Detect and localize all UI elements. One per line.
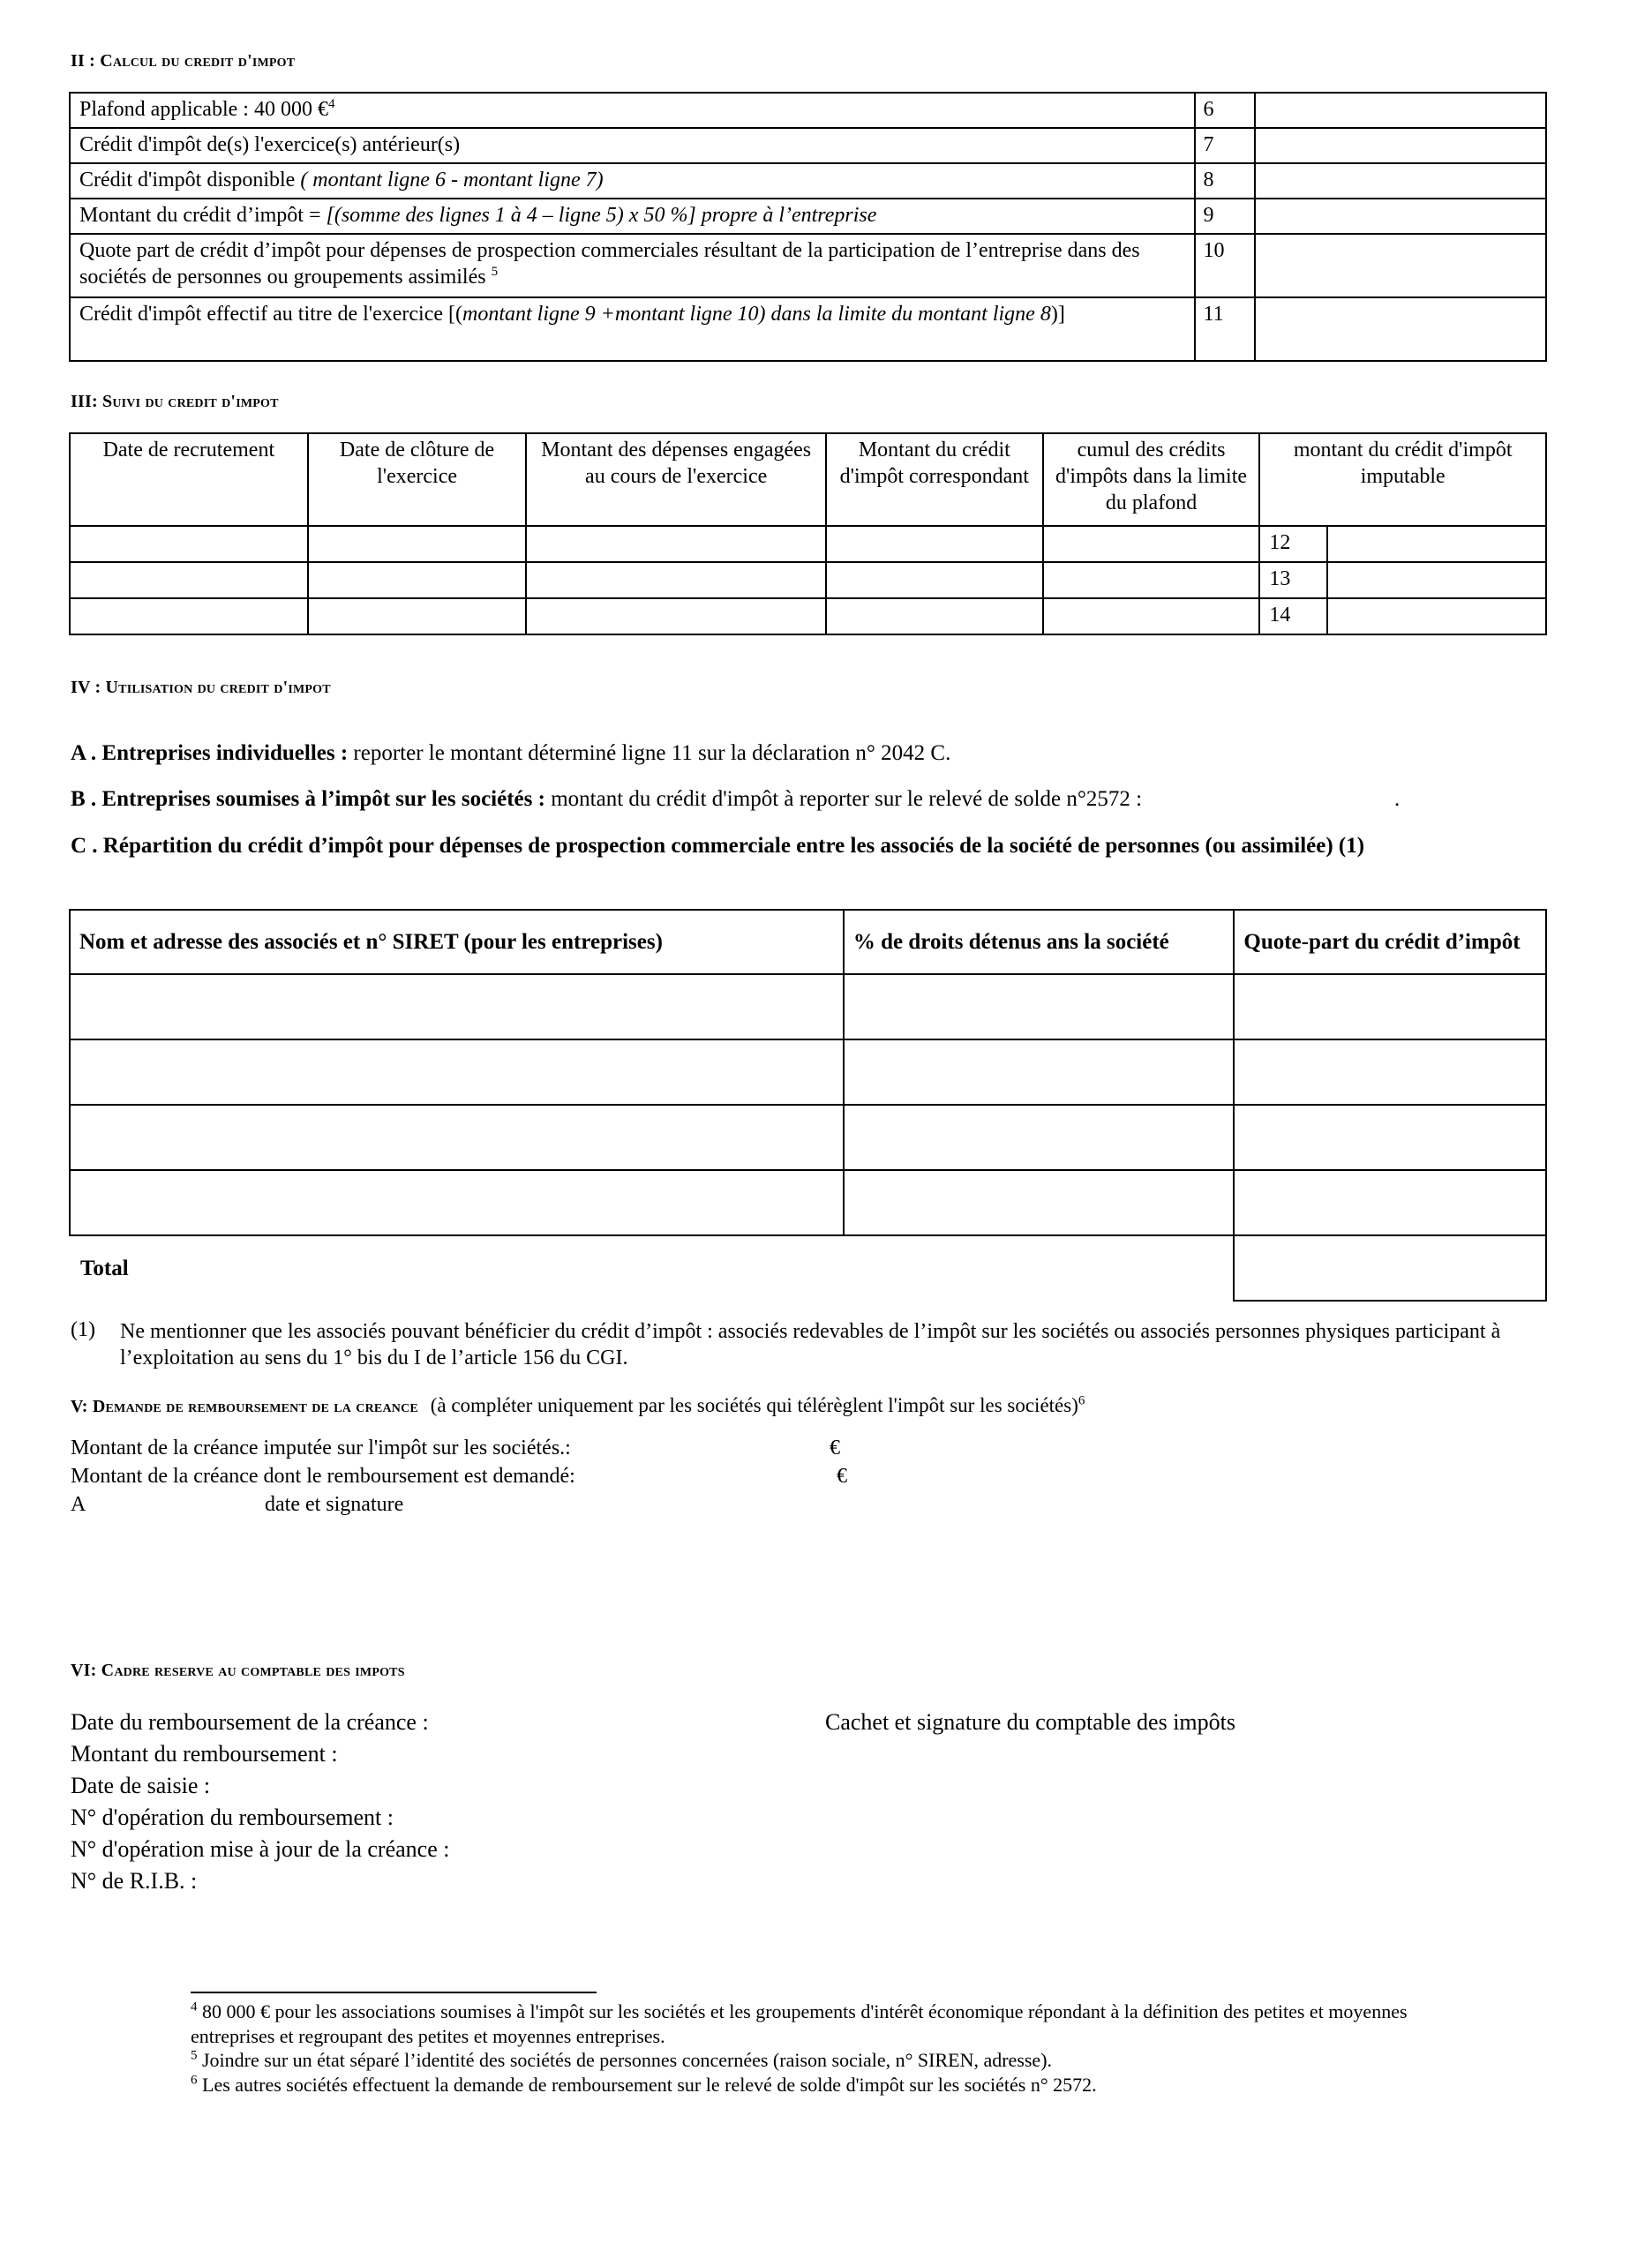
table-cell[interactable] bbox=[1234, 1039, 1546, 1105]
accountant-stamp-label: Cachet et signature du comptable des impôts bbox=[825, 1709, 1235, 1735]
amount-cell[interactable] bbox=[1255, 199, 1546, 234]
table-cell[interactable] bbox=[1043, 562, 1260, 598]
table-row bbox=[70, 974, 1546, 1039]
footnotes bbox=[191, 2000, 1453, 2097]
amount-cell[interactable] bbox=[1255, 163, 1546, 199]
table-cell[interactable] bbox=[1327, 598, 1546, 634]
line-number: 14 bbox=[1259, 598, 1327, 634]
column-header: Date de recrutement bbox=[70, 433, 308, 526]
table-cell[interactable] bbox=[70, 598, 308, 634]
line-number: 8 bbox=[1195, 163, 1255, 199]
table-cell[interactable] bbox=[70, 1105, 844, 1170]
table-row bbox=[70, 163, 1546, 199]
column-header: Montant du crédit d'impôt correspondant bbox=[826, 433, 1043, 526]
partners-table bbox=[69, 909, 1547, 1302]
note-number: (1) bbox=[71, 1318, 95, 1341]
column-header: % de droits détenus ans la société bbox=[844, 910, 1234, 974]
section-iv-title: IV : Utilisation du credit d'impot bbox=[71, 678, 331, 697]
table-cell[interactable] bbox=[70, 526, 308, 562]
table-cell[interactable] bbox=[1043, 598, 1260, 634]
table-cell[interactable] bbox=[70, 1170, 844, 1235]
column-header: cumul des crédits d'impôts dans la limite du plafond bbox=[1043, 433, 1260, 526]
claim-refund-label: Montant de la créance dont le remboursement est demandé: bbox=[71, 1465, 575, 1488]
refund-operation-label: N° d'opération du remboursement : bbox=[71, 1805, 394, 1830]
table-cell[interactable] bbox=[844, 974, 1234, 1039]
update-operation-label: N° d'opération mise à jour de la créance : bbox=[71, 1836, 450, 1862]
total-row bbox=[70, 1235, 1546, 1301]
row-label: Crédit d'impôt disponible ( montant ligne 6 - montant ligne 7) bbox=[70, 163, 1195, 199]
footnote: $^6$ Les autres sociétés effectuent la demande de remboursement sur le relevé de solde d'impôt sur les sociétés n° 2572. bbox=[191, 2073, 1097, 2096]
column-header: montant du crédit d'impôt imputable bbox=[1259, 433, 1546, 526]
table-row bbox=[70, 199, 1546, 234]
column-header: Date de clôture de l'exercice bbox=[308, 433, 527, 526]
table-cell[interactable] bbox=[70, 1039, 844, 1105]
line-number: 11 bbox=[1195, 297, 1255, 361]
amount-cell[interactable] bbox=[1255, 93, 1546, 128]
table-row bbox=[70, 598, 1546, 634]
total-cell[interactable] bbox=[1234, 1235, 1546, 1301]
paragraph-b-end: . bbox=[1394, 787, 1400, 811]
amount-cell[interactable] bbox=[1255, 128, 1546, 163]
refund-date-label: Date du remboursement de la créance : bbox=[71, 1709, 429, 1735]
column-header: Montant des dépenses engagées au cours de l'exercice bbox=[526, 433, 826, 526]
euro-sign: € bbox=[830, 1437, 840, 1459]
row-label: Quote part de crédit d’impôt pour dépenses de prospection commerciales résultant de la participation de l’entreprise dans des sociétés de personnes ou groupements assimilés $^5$ bbox=[70, 234, 1195, 297]
table-cell[interactable] bbox=[826, 562, 1043, 598]
footnote: $^5$ Joindre sur un état séparé l’identité des sociétés de personnes concernées (raison sociale, n° SIREN, adresse). bbox=[191, 2048, 1053, 2071]
line-number: 9 bbox=[1195, 199, 1255, 234]
row-label: Montant du crédit d’impôt = [(somme des lignes 1 à 4 – ligne 5) x 50 %] propre à l’entreprise bbox=[70, 199, 1195, 234]
line-number: 6 bbox=[1195, 93, 1255, 128]
table-cell[interactable] bbox=[1043, 526, 1260, 562]
table-cell[interactable] bbox=[526, 562, 826, 598]
line-number: 10 bbox=[1195, 234, 1255, 297]
table-row bbox=[70, 93, 1546, 128]
table-header-row bbox=[70, 433, 1546, 526]
table-cell[interactable] bbox=[844, 1039, 1234, 1105]
claim-imputed-label: Montant de la créance imputée sur l'impôt sur les sociétés.: bbox=[71, 1437, 571, 1459]
line-number: 13 bbox=[1259, 562, 1327, 598]
credit-tracking-table bbox=[69, 432, 1547, 635]
table-row bbox=[70, 1039, 1546, 1105]
footnote-divider bbox=[191, 1992, 597, 1993]
section-vi-title: VI: Cadre reserve au comptable des impots bbox=[71, 1661, 405, 1680]
table-cell[interactable] bbox=[844, 1105, 1234, 1170]
footnote: $^4$ 80 000 € pour les associations soumises à l'impôt sur les sociétés et les groupements d'intérêt économique répondant à la définition des petites et moyennes entreprises et regroupant des petites et moyennes entreprises. bbox=[191, 2000, 1408, 2047]
row-label: Crédit d'impôt effectif au titre de l'exercice [(montant ligne 9 +montant ligne 10) dans la limite du montant ligne 8)] bbox=[70, 297, 1195, 361]
paragraph-a: A . Entreprises individuelles : reporter le montant déterminé ligne 11 sur la déclaration n° 2042 C. bbox=[71, 741, 951, 765]
table-row bbox=[70, 128, 1546, 163]
table-cell[interactable] bbox=[1327, 526, 1546, 562]
table-cell[interactable] bbox=[308, 526, 527, 562]
table-cell[interactable] bbox=[526, 526, 826, 562]
entry-date-label: Date de saisie : bbox=[71, 1773, 211, 1798]
table-cell[interactable] bbox=[1234, 1105, 1546, 1170]
section-v-header: V: Demande de remboursement de la creance (à compléter uniquement par les sociétés qui télérèglent l'impôt sur les sociétés)$^6$ bbox=[71, 1393, 1085, 1416]
table-cell[interactable] bbox=[1234, 1170, 1546, 1235]
table-row bbox=[70, 1170, 1546, 1235]
note-text: Ne mentionner que les associés pouvant bénéficier du crédit d’impôt : associés redevables de l’impôt sur les sociétés ou associés personnes physiques participant à l’exploitation au sens du 1° bis du I de l’article 156 du CGI. bbox=[120, 1320, 1501, 1369]
row-label: Crédit d'impôt de(s) l'exercice(s) antérieur(s) bbox=[70, 128, 1195, 163]
section-iii-title: III: Suivi du credit d'impot bbox=[71, 392, 279, 411]
place-label: A bbox=[71, 1493, 86, 1516]
amount-cell[interactable] bbox=[1255, 297, 1546, 361]
line-number: 7 bbox=[1195, 128, 1255, 163]
paragraph-c: C . Répartition du crédit d’impôt pour dépenses de prospection commerciale entre les associés de la société de personnes (ou assimilée) (1) bbox=[71, 834, 1365, 858]
table-cell[interactable] bbox=[826, 598, 1043, 634]
amount-cell[interactable] bbox=[1255, 234, 1546, 297]
table-cell[interactable] bbox=[826, 526, 1043, 562]
section-ii-title: II : Calcul du credit d'impot bbox=[71, 51, 296, 71]
section-v-title: V: Demande de remboursement de la creance bbox=[71, 1397, 418, 1416]
table-cell[interactable] bbox=[844, 1170, 1234, 1235]
table-cell[interactable] bbox=[308, 598, 527, 634]
euro-sign: € bbox=[837, 1465, 847, 1488]
credit-calculation-table bbox=[69, 92, 1547, 362]
table-row bbox=[70, 234, 1546, 297]
table-cell[interactable] bbox=[70, 974, 844, 1039]
column-header: Nom et adresse des associés et n° SIRET (pour les entreprises) bbox=[70, 910, 844, 974]
table-row bbox=[70, 1105, 1546, 1170]
table-cell[interactable] bbox=[308, 562, 527, 598]
table-cell[interactable] bbox=[70, 562, 308, 598]
date-signature-label: date et signature bbox=[265, 1493, 404, 1516]
table-row bbox=[70, 297, 1546, 361]
refund-amount-label: Montant du remboursement : bbox=[71, 1741, 338, 1767]
table-row bbox=[70, 526, 1546, 562]
line-number: 12 bbox=[1259, 526, 1327, 562]
table-header-row bbox=[70, 910, 1546, 974]
section-v-subtitle: (à compléter uniquement par les sociétés qui télérèglent l'impôt sur les sociétés) bbox=[430, 1394, 1078, 1416]
table-cell[interactable] bbox=[526, 598, 826, 634]
total-label: Total bbox=[80, 1256, 129, 1280]
table-row bbox=[70, 562, 1546, 598]
table-cell[interactable] bbox=[1327, 562, 1546, 598]
column-header: Quote-part du crédit d’impôt bbox=[1234, 910, 1546, 974]
row-label: Plafond applicable : 40 000 €$^4$ bbox=[70, 93, 1195, 128]
table-cell[interactable] bbox=[1234, 974, 1546, 1039]
paragraph-b: B . Entreprises soumises à l’impôt sur les sociétés : montant du crédit d'impôt à reporter sur le relevé de solde n°2572 : bbox=[71, 787, 1143, 811]
rib-label: N° de R.I.B. : bbox=[71, 1868, 198, 1894]
